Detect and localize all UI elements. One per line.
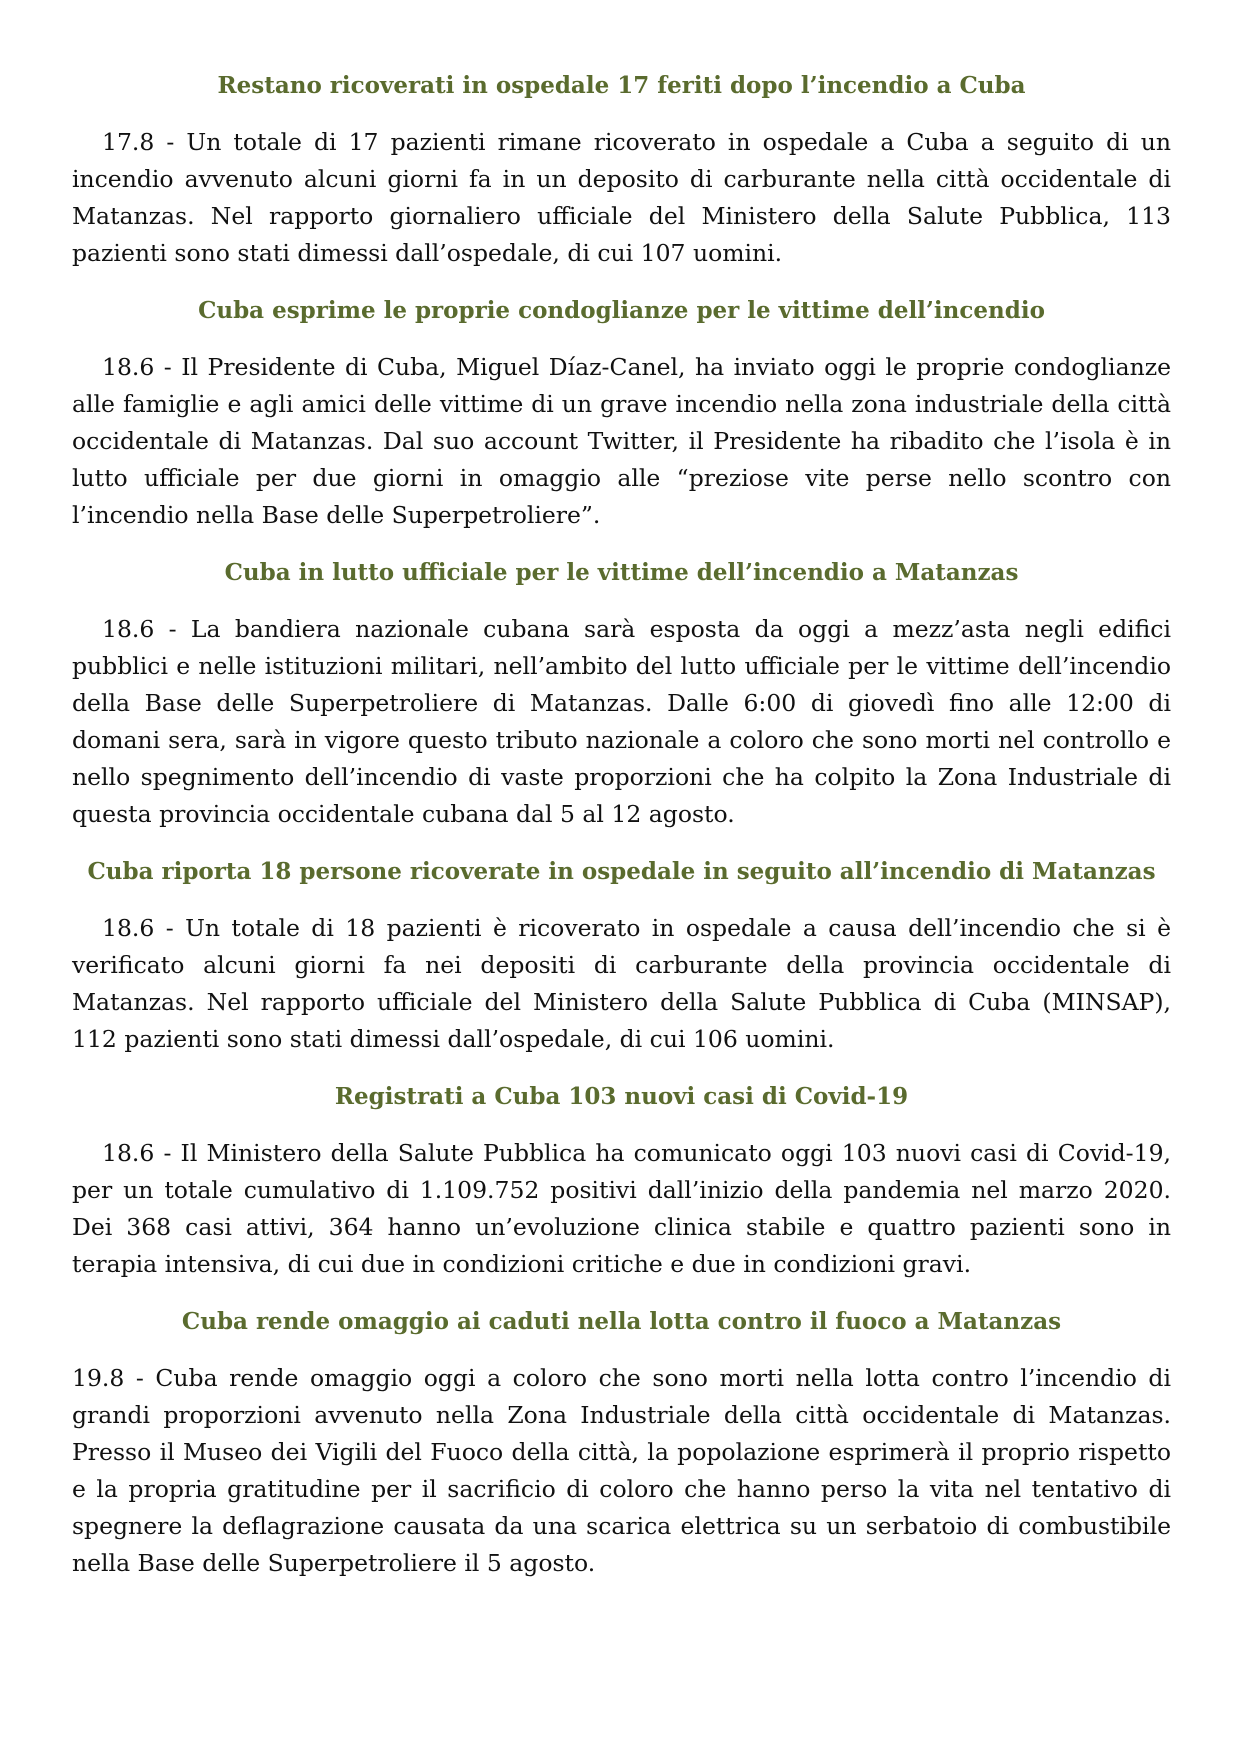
article-4 [72,856,1171,1058]
article-headline: Cuba riporta 18 persone ricoverate in ospedale in seguito all’incendio di Matanzas [87,858,1156,885]
article-1 [72,70,1171,272]
article-body: 18.6 - La bandiera nazionale cubana sarà esposta da oggi a mezz’asta negli edifici pubblici e nelle istituzioni militari, nell’ambito del lutto ufficiale per le vittime dell’incendio della Base delle Superpetroliere di Matanzas. Dalle 6:00 di giovedì fino alle 12:00 di domani sera, sarà in vigore questo tributo nazionale a coloro che sono morti nel controllo e nello spegnimento dell’incendio di vaste proporzioni che ha colpito la Zona Industriale di questa provincia occidentale cubana dal 5 al 12 agosto. [72,615,1171,828]
article-body: 19.8 - Cuba rende omaggio oggi a coloro che sono morti nella lotta contro l’incendio di grandi proporzioni avvenuto nella Zona Industriale della città occidentale di Matanzas. Presso il Museo dei Vigili del Fuoco della città, la popolazione esprimerà il proprio rispetto e la propria gratitudine per il sacrificio di coloro che hanno perso la vita nel tentativo di spegnere la deflagrazione causata da una scarica elettrica su un serbatoio di combustibile nella Base delle Superpetroliere il 5 agosto. [72,1364,1171,1577]
article-body: 18.6 - Il Ministero della Salute Pubblica ha comunicato oggi 103 nuovi casi di Covid-19, per un totale cumulativo di 1.109.752 positivi dall’inizio della pandemia nel marzo 2020. Dei 368 casi attivi, 364 hanno un’evoluzione clinica stabile e quattro pazienti sono in terapia intensiva, di cui due in condizioni critiche e due in condizioni gravi. [72,1139,1171,1278]
article-3 [72,557,1171,833]
article-headline: Restano ricoverati in ospedale 17 feriti dopo l’incendio a Cuba [217,72,1026,99]
article-headline: Cuba in lutto ufficiale per le vittime dell’incendio a Matanzas [224,559,1019,586]
article-5 [72,1081,1171,1283]
article-body: 18.6 - Un totale di 18 pazienti è ricoverato in ospedale a causa dell’incendio che si è verificato alcuni giorni fa nei depositi di carburante della provincia occidentale di Matanzas. Nel rapporto ufficiale del Ministero della Salute Pubblica di Cuba (MINSAP), 112 pazienti sono stati dimessi dall’ospedale, di cui 106 uomini. [72,914,1171,1053]
article-headline: Cuba esprime le proprie condoglianze per le vittime dell’incendio [198,297,1045,324]
article-2 [72,295,1171,534]
article-body: 18.6 - Il Presidente di Cuba, Miguel Díaz-Canel, ha inviato oggi le proprie condoglianze alle famiglie e agli amici delle vittime di un grave incendio nella zona industriale della città occidentale di Matanzas. Dal suo account Twitter, il Presidente ha ribadito che l’isola è in lutto ufficiale per due giorni in omaggio alle “preziose vite perse nello scontro con l’incendio nella Base delle Superpetroliere”. [72,353,1171,529]
article-headline: Registrati a Cuba 103 nuovi casi di Covid-19 [334,1083,909,1110]
article-6 [72,1306,1171,1582]
article-body: 17.8 - Un totale di 17 pazienti rimane ricoverato in ospedale a Cuba a seguito di un incendio avvenuto alcuni giorni fa in un deposito di carburante nella città occidentale di Matanzas. Nel rapporto giornaliero ufficiale del Ministero della Salute Pubblica, 113 pazienti sono stati dimessi dall’ospedale, di cui 107 uomini. [72,128,1171,267]
article-headline: Cuba rende omaggio ai caduti nella lotta contro il fuoco a Matanzas [181,1308,1062,1335]
